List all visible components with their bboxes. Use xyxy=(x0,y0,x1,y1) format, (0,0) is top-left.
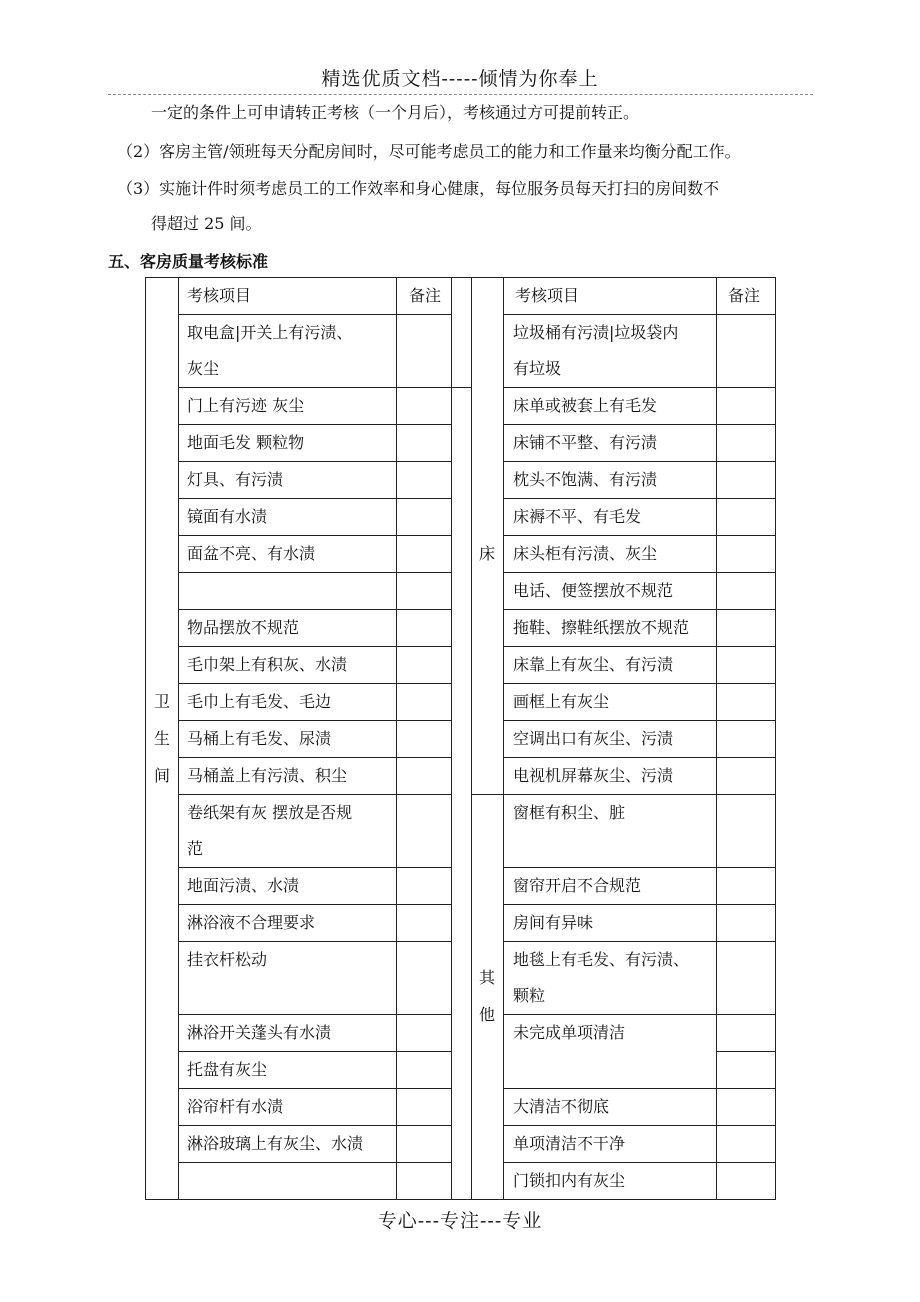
right-item: 电话、便签摆放不规范 xyxy=(513,581,674,600)
right-item: 窗框有积尘、脏 xyxy=(513,803,626,822)
left-item: 浴帘杆有水渍 xyxy=(187,1097,284,1116)
group-char: 床 xyxy=(478,544,495,563)
group-char: 卫 xyxy=(153,692,170,711)
right-item: 床褥不平、有毛发 xyxy=(513,507,642,526)
group-char: 生 xyxy=(153,729,170,748)
group-label-bathroom xyxy=(146,683,178,794)
group-label-other xyxy=(471,959,503,1033)
left-item: 物品摆放不规范 xyxy=(187,618,300,637)
header-left-note: 备注 xyxy=(409,286,442,305)
left-item: 托盘有灰尘 xyxy=(187,1060,268,1079)
left-item: 淋浴开关蓬头有水渍 xyxy=(187,1023,332,1042)
paragraph-line: 得超过 25 间。 xyxy=(151,214,262,233)
right-item: 单项清洁不干净 xyxy=(513,1134,626,1153)
row-line xyxy=(178,1162,452,1163)
column-line xyxy=(503,277,504,1200)
left-item: 马桶上有毛发、尿渍 xyxy=(187,729,332,748)
right-item: 电视机屏幕灰尘、污渍 xyxy=(513,766,674,785)
column-line xyxy=(471,277,472,1200)
right-item: 窗帘开启不合规范 xyxy=(513,876,642,895)
right-item: 床靠上有灰尘、有污渍 xyxy=(513,655,674,674)
left-item: 淋浴玻璃上有灰尘、水渍 xyxy=(187,1134,364,1153)
left-item: 门上有污迹 灰尘 xyxy=(187,396,305,415)
right-item: 床单或被套上有毛发 xyxy=(513,396,658,415)
paragraph-line: （2）客房主管/领班每天分配房间时，尽可能考虑员工的能力和工作量来均衡分配工作。 xyxy=(117,142,741,161)
right-item: 颗粒 xyxy=(513,986,546,1005)
left-item: 淋浴液不合理要求 xyxy=(187,913,316,932)
group-char: 其 xyxy=(478,968,495,987)
group-label-bed xyxy=(471,535,503,572)
right-item: 未完成单项清洁 xyxy=(513,1023,626,1042)
right-item: 空调出口有灰尘、污渍 xyxy=(513,729,674,748)
left-item: 面盆不亮、有水渍 xyxy=(187,544,316,563)
header-rule xyxy=(108,94,813,95)
left-item: 镜面有水渍 xyxy=(187,507,268,526)
table-border xyxy=(145,1199,776,1200)
right-item: 床铺不平整、有污渍 xyxy=(513,433,658,452)
header-right-item: 考核项目 xyxy=(515,286,580,305)
right-item: 地毯上有毛发、有污渍、 xyxy=(513,950,690,969)
left-item: 毛巾上有毛发、毛边 xyxy=(187,692,332,711)
right-item: 拖鞋、擦鞋纸摆放不规范 xyxy=(513,618,690,637)
left-item: 卷纸架有灰 摆放是否规 xyxy=(187,803,353,822)
right-item: 画框上有灰尘 xyxy=(513,692,610,711)
group-char: 他 xyxy=(478,1005,495,1024)
right-item: 大清洁不彻底 xyxy=(513,1097,610,1116)
left-item: 取电盒|开关上有污渍、 xyxy=(187,323,353,342)
right-item: 床头柜有污渍、灰尘 xyxy=(513,544,658,563)
quality-table xyxy=(145,277,776,1200)
page-header: 精选优质文档-----倾情为你奉上 xyxy=(321,68,599,90)
left-item: 挂衣杆松动 xyxy=(187,950,268,969)
header-right-note: 备注 xyxy=(728,286,761,305)
paragraph-line: （3）实施计件时须考虑员工的工作效率和身心健康，每位服务员每天打扫的房间数不 xyxy=(117,179,720,198)
row-line xyxy=(178,572,452,573)
right-item: 枕头不饱满、有污渍 xyxy=(513,470,658,489)
left-item: 范 xyxy=(187,839,204,858)
left-item: 地面污渍、水渍 xyxy=(187,876,300,895)
right-item: 垃圾桶有污渍|垃圾袋内 xyxy=(513,323,679,342)
row-line xyxy=(716,1051,776,1052)
right-item: 门锁扣内有灰尘 xyxy=(513,1171,626,1190)
header-left-item: 考核项目 xyxy=(187,286,252,305)
left-item: 灰尘 xyxy=(187,359,220,378)
column-line xyxy=(716,277,717,1200)
column-line xyxy=(396,277,397,1200)
left-item: 毛巾架上有积灰、水渍 xyxy=(187,655,348,674)
paragraph-line: 一定的条件上可申请转正考核（一个月后），考核通过方可提前转正。 xyxy=(151,103,640,122)
left-item: 地面毛发 颗粒物 xyxy=(187,433,305,452)
row-line xyxy=(452,387,471,388)
page-footer: 专心---专注---专业 xyxy=(377,1210,543,1232)
section-title: 五、客房质量考核标准 xyxy=(108,252,269,271)
right-item: 有垃圾 xyxy=(513,359,562,378)
table-border xyxy=(775,277,776,1200)
right-item: 房间有异味 xyxy=(513,913,594,932)
left-item: 马桶盖上有污渍、积尘 xyxy=(187,766,348,785)
left-item: 灯具、有污渍 xyxy=(187,470,284,489)
column-line xyxy=(451,277,452,1200)
group-char: 间 xyxy=(153,766,170,785)
